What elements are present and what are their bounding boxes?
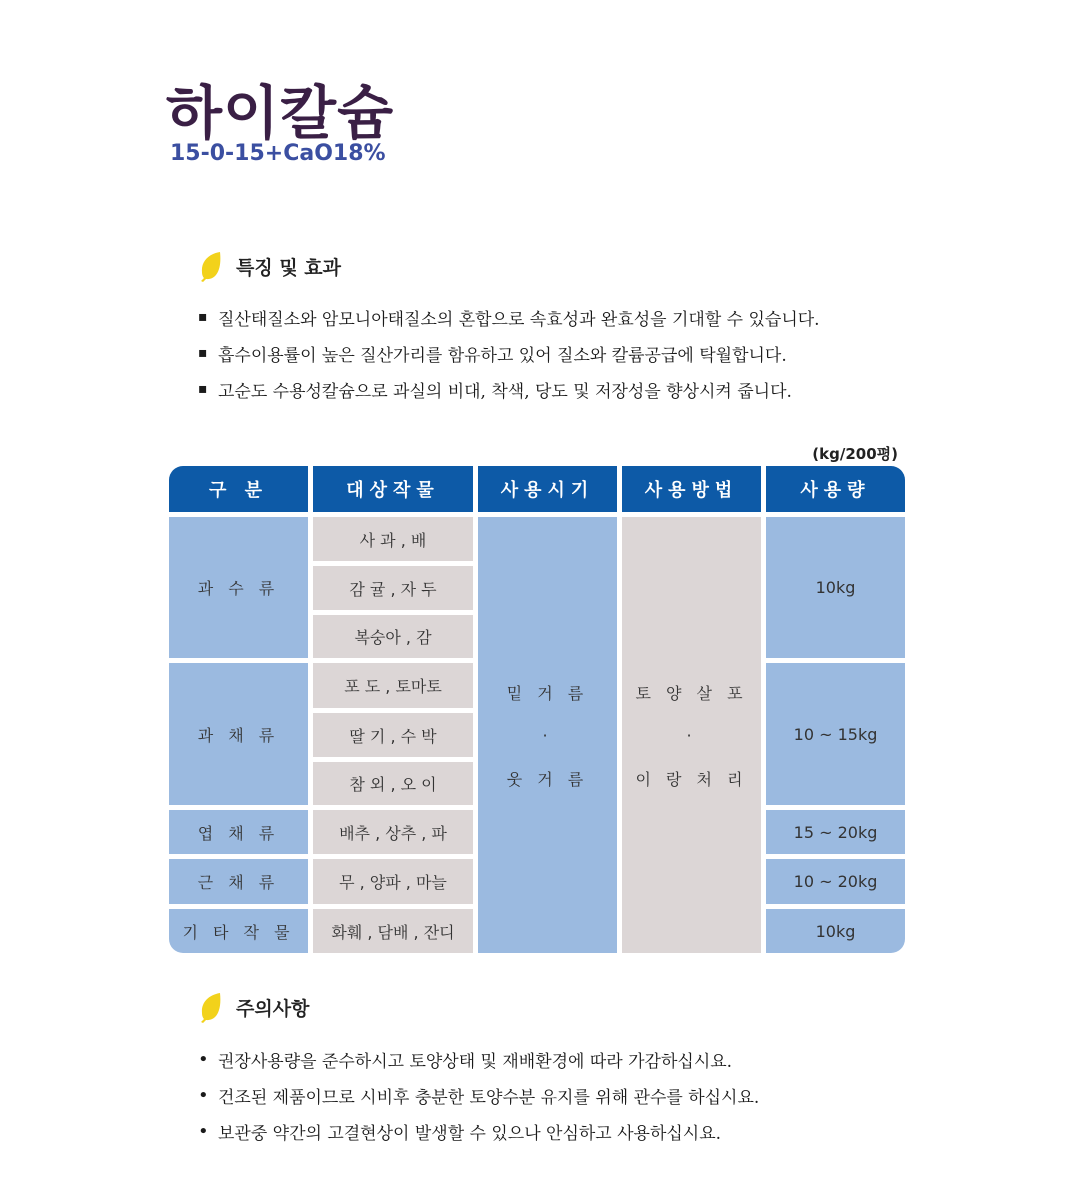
list-item: ▪ 고순도 수용성칼슘으로 과실의 비대, 착색, 당도 및 저장성을 향상시켜 줍니다.	[198, 381, 792, 402]
amount-cell: 15 ~ 20kg	[766, 810, 905, 854]
crop-cell: 포 도 , 토마토	[313, 663, 473, 708]
category-cell: 근 채 류	[169, 859, 308, 904]
unit-note: (kg/200평)	[812, 445, 898, 463]
header-timing: 사용시기	[478, 466, 617, 512]
amount-cell: 10 ~ 20kg	[766, 859, 905, 904]
features-list	[198, 299, 820, 407]
method-separator: ·	[686, 725, 697, 745]
crop-cell: 딸 기 , 수 박	[313, 713, 473, 757]
crop-cell: 배추 , 상추 , 파	[313, 810, 473, 854]
method-furrow: 이 랑 처 리	[635, 769, 748, 789]
product-title: 하이칼슘	[166, 79, 395, 147]
usage-table	[169, 466, 905, 953]
amount-cell: 10 ~ 15kg	[766, 663, 905, 805]
product-formula: 15-0-15+CaO18%	[170, 141, 386, 166]
features-heading	[198, 250, 341, 282]
header-category: 구 분	[169, 466, 308, 512]
amount-cell: 10kg	[766, 517, 905, 658]
method-cell	[622, 517, 761, 953]
list-item: • 건조된 제품이므로 시비후 충분한 토양수분 유지를 위해 관수를 하십시요.	[198, 1084, 760, 1108]
list-item: • 권장사용량을 준수하시고 토양상태 및 재배환경에 따라 가감하십시요.	[198, 1048, 733, 1072]
list-item: ▪ 질산태질소와 암모니아태질소의 혼합으로 속효성과 완효성을 기대할 수 있습니다.	[198, 309, 820, 330]
list-item: ▪ 흡수이용률이 높은 질산가리를 함유하고 있어 질소와 칼륨공급에 탁월합니다.	[198, 345, 787, 366]
crop-cell: 사 과 , 배	[313, 517, 473, 561]
timing-separator: ·	[542, 725, 553, 745]
header-amount: 사용량	[766, 466, 905, 512]
crop-cell: 참 외 , 오 이	[313, 762, 473, 805]
cautions-list	[198, 1041, 759, 1149]
method-soil: 토 양 살 포	[635, 683, 748, 703]
category-cell: 과 채 류	[169, 663, 308, 805]
list-item: • 보관중 약간의 고결현상이 발생할 수 있으나 안심하고 사용하십시요.	[198, 1120, 722, 1144]
amount-cell: 10kg	[766, 909, 905, 953]
timing-cell	[478, 517, 617, 953]
category-cell: 기 타 작 물	[169, 909, 308, 953]
header-crop: 대상작물	[313, 466, 473, 512]
header-method: 사용방법	[622, 466, 761, 512]
category-cell: 과 수 류	[169, 517, 308, 658]
features-heading-label: 특징 및 효과	[236, 256, 341, 279]
timing-top: 웃 거 름	[506, 769, 589, 789]
crop-cell: 화훼 , 담배 , 잔디	[313, 909, 473, 953]
category-cell: 엽 채 류	[169, 810, 308, 854]
crop-cell: 무 , 양파 , 마늘	[313, 859, 473, 904]
timing-base: 밑 거 름	[506, 683, 589, 703]
crop-cell: 복숭아 , 감	[313, 615, 473, 658]
leaf-icon	[198, 250, 224, 282]
cautions-heading	[198, 991, 309, 1023]
cautions-heading-label: 주의사항	[236, 997, 310, 1020]
crop-cell: 감 귤 , 자 두	[313, 566, 473, 610]
leaf-icon	[198, 991, 224, 1023]
